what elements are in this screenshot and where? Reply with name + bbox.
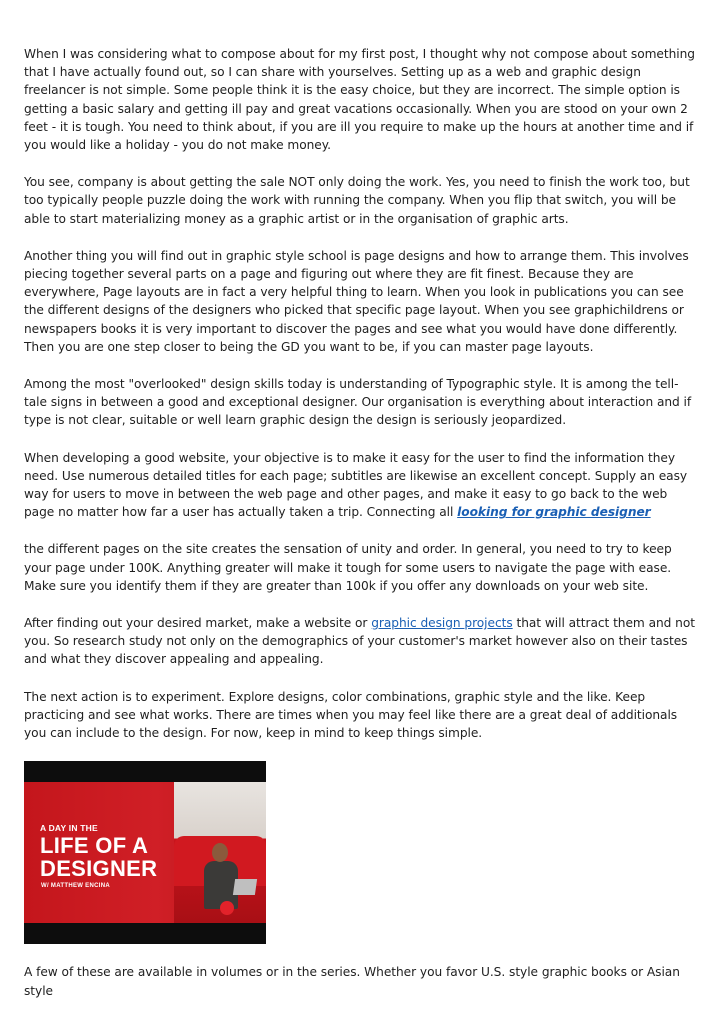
paragraph-company: You see, company is about getting the sale NOT only doing the work. Yes, you need to finish the work too, but too typically people puzzle doing the work with running the company. When you flip that switch, you will be able to start materializing money as a graphic artist or in the organisation of graphic arts.: [24, 175, 690, 226]
thumbnail-person-body: [204, 861, 238, 909]
paragraph-website-text: When developing a good website, your objective is to make it easy for the user to find the information they need. Use numerous detailed titles for each page; subtitles are likewise an excellent concept. Supply an easy way for users to move in between the web page and other pages, and make it easy to go back to the web page no matter how far a user has actually taken a trip. Connecting all: [24, 450, 688, 520]
article-body: [24, 45, 696, 1019]
thumbnail-title-line3: DESIGNER: [40, 856, 158, 882]
paragraph-intro: When I was considering what to compose about for my first post, I thought why not compose about something that I have actually found out, so I can share with yourselves. Setting up as a web and graphic design freelancer is not simple. Some people think it is the easy choice, but they are incorrect. The simple option is getting a basic salary and getting ill pay and great vacations occasionally. When you are stood on your own 2 feet - it is tough. You need to think about, if you are ill you require to make up the hours at another time and if you would like a holiday - you do not make money.: [24, 47, 695, 153]
thumbnail-title-line2: LIFE OF A: [40, 833, 149, 859]
paragraph-market-text-2: that will attract them and not you. So research study not only on the demographics of your customer's market however also on their tastes and what they discover appealing and appealing.: [24, 616, 695, 667]
design-projects-link[interactable]: graphic design projects: [371, 616, 513, 631]
thumbnail-letterbox-top: [24, 761, 266, 782]
video-thumbnail[interactable]: [24, 761, 266, 944]
thumbnail-title-line1: A DAY IN THE: [40, 823, 98, 834]
paragraph-market-text-1: After finding out your desired market, make a website or: [24, 616, 368, 631]
thumbnail-letterbox-bottom: [24, 923, 266, 944]
thumbnail-byline: W/ MATTHEW ENCINA: [41, 883, 110, 890]
thumbnail-title-main: [40, 834, 157, 880]
paragraph-unity: the different pages on the site creates the sensation of unity and order. In general, you need to try to keep your page under 100K. Anything greater will make it tough for some users to navigate the page with ease. Make sure you identify them if they are greater than 100k if you offer any downloads on your web site.: [24, 542, 672, 593]
paragraph-market: [24, 614, 696, 669]
paragraph-experiment: The next action is to experiment. Explore designs, color combinations, graphic style and the like. Keep practicing and see what works. There are times when you may feel like there are a great deal of additionals you can include to the design. For now, keep in mind to keep things simple.: [24, 689, 678, 741]
paragraph-page-layouts: Another thing you will find out in graphic style school is page designs and how to arrange them. This involves piecing together several parts on a page and figuring out where they are fit finest. Because they are everywhere, Page layouts are in fact a very helpful thing to learn. When you look in publications you can see the different designs of the designers who picked that specific page layout. When you see graphichildrens or newspapers books it is very important to discover the pages and see what you would have done differently. Then you are one step closer to being the GD you want to be, if you can master page layouts.: [24, 248, 689, 354]
paragraph-website: [24, 449, 696, 522]
looking-for-designer-link[interactable]: looking for graphic designer: [457, 505, 651, 520]
paragraph-typography: Among the most "overlooked" design skills today is understanding of Typographic style. It is among the tell-tale signs in between a good and exceptional designer. Our organisation is everything about interaction and if type is not clear, suitable or well learn graphic design the design is seriously jeopardized.: [24, 377, 692, 428]
paragraph-volumes: A few of these are available in volumes or in the series. Whether you favor U.S. style graphic books or Asian style: [24, 965, 680, 998]
thumbnail-laptop: [233, 879, 257, 895]
